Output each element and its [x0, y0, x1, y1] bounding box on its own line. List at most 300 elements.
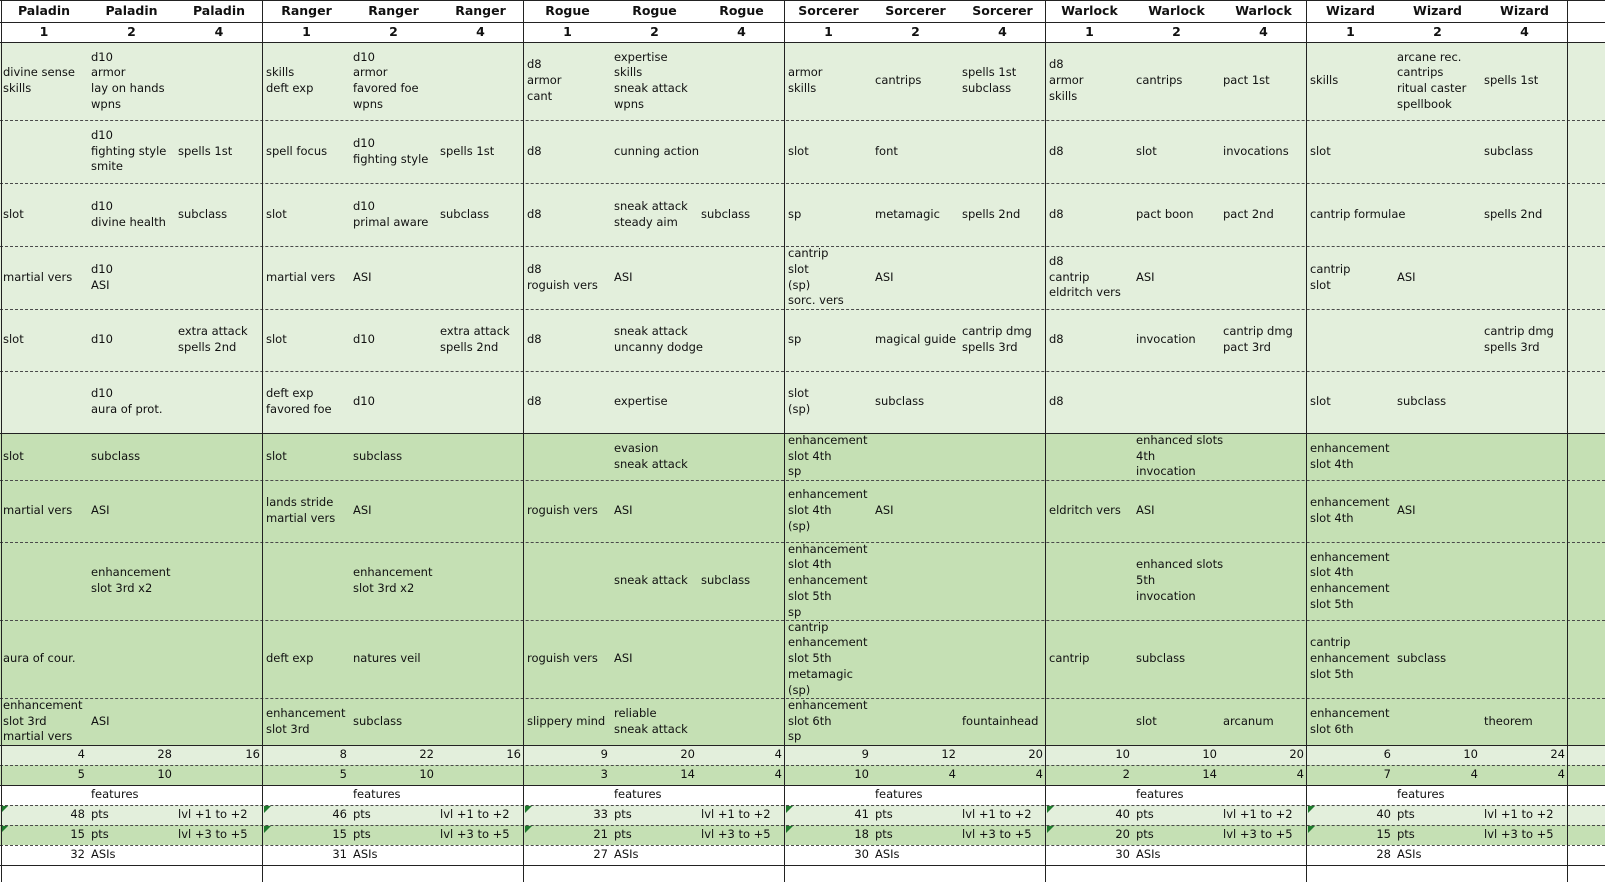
level-cell[interactable] [1481, 120, 1568, 183]
total-cell[interactable] [872, 745, 959, 765]
pts-value-rogue[interactable] [524, 825, 611, 845]
total-cell[interactable] [611, 765, 698, 785]
lvl-label[interactable] [698, 805, 785, 825]
level-cell[interactable] [175, 120, 263, 183]
level-cell[interactable] [1046, 371, 1133, 433]
asis-value-sorcerer[interactable] [785, 845, 872, 865]
level-cell[interactable] [1220, 309, 1307, 371]
level-cell[interactable] [88, 246, 175, 309]
level-cell[interactable] [611, 698, 698, 745]
total-cell[interactable] [88, 765, 175, 785]
header-option-sorcerer-1[interactable] [785, 22, 872, 42]
level-cell[interactable] [1220, 480, 1307, 542]
level-cell[interactable] [524, 433, 611, 480]
features-label-paladin[interactable] [88, 785, 263, 805]
lvl-label[interactable] [437, 805, 524, 825]
level-cell[interactable] [263, 42, 350, 120]
level-cell[interactable] [0, 480, 88, 542]
level-cell[interactable] [959, 371, 1046, 433]
level-cell[interactable] [88, 433, 175, 480]
total-cell[interactable] [1394, 745, 1481, 765]
level-cell[interactable] [698, 371, 785, 433]
level-cell[interactable] [263, 183, 350, 246]
lvl-label[interactable] [1481, 825, 1568, 845]
level-cell[interactable] [1220, 698, 1307, 745]
level-cell[interactable] [611, 620, 698, 698]
header-class-sorcerer[interactable] [959, 0, 1046, 22]
level-cell[interactable] [1307, 120, 1394, 183]
level-cell[interactable] [959, 309, 1046, 371]
level-cell[interactable] [350, 620, 437, 698]
total-cell[interactable] [1481, 765, 1568, 785]
level-cell[interactable] [1133, 42, 1220, 120]
level-cell[interactable] [175, 246, 263, 309]
level-cell[interactable] [1481, 698, 1568, 745]
level-cell[interactable] [1307, 183, 1406, 246]
level-cell[interactable] [1481, 542, 1568, 620]
level-cell[interactable] [88, 42, 175, 120]
total-cell[interactable] [785, 745, 872, 765]
level-cell[interactable] [698, 542, 785, 620]
level-cell[interactable] [0, 698, 88, 745]
level-cell[interactable] [1394, 183, 1481, 246]
features-label-ranger[interactable] [350, 785, 524, 805]
pts-value-sorcerer[interactable] [785, 825, 872, 845]
level-cell[interactable] [524, 183, 611, 246]
level-cell[interactable] [1481, 480, 1568, 542]
level-cell[interactable] [437, 542, 524, 620]
header-option-sorcerer-2[interactable] [872, 22, 959, 42]
level-cell[interactable] [959, 433, 1046, 480]
level-cell[interactable] [437, 433, 524, 480]
asis-label[interactable] [611, 845, 785, 865]
level-cell[interactable] [88, 542, 175, 620]
header-class-paladin[interactable] [175, 0, 263, 22]
total-cell[interactable] [263, 745, 350, 765]
pts-label[interactable] [872, 805, 959, 825]
level-cell[interactable] [1133, 542, 1224, 620]
level-cell[interactable] [0, 620, 88, 698]
level-cell[interactable] [1481, 371, 1568, 433]
total-cell[interactable] [1046, 745, 1133, 765]
header-option-ranger-1[interactable] [263, 22, 350, 42]
level-cell[interactable] [175, 42, 263, 120]
level-cell[interactable] [88, 620, 175, 698]
level-cell[interactable] [0, 542, 88, 620]
pts-label[interactable] [1133, 825, 1220, 845]
level-cell[interactable] [437, 120, 524, 183]
level-cell[interactable] [1220, 371, 1307, 433]
header-option-wizard-4[interactable] [1481, 22, 1568, 42]
level-cell[interactable] [1046, 698, 1133, 745]
header-option-paladin-1[interactable] [0, 22, 88, 42]
level-cell[interactable] [1220, 183, 1307, 246]
level-cell[interactable] [1133, 371, 1220, 433]
level-cell[interactable] [1481, 433, 1568, 480]
asis-label[interactable] [88, 845, 263, 865]
level-cell[interactable] [1220, 120, 1307, 183]
level-cell[interactable] [959, 246, 1046, 309]
total-cell[interactable] [1220, 765, 1307, 785]
header-option-rogue-2[interactable] [611, 22, 698, 42]
level-cell[interactable] [611, 42, 698, 120]
pts-value-wizard[interactable] [1307, 805, 1394, 825]
pts-label[interactable] [1394, 825, 1481, 845]
level-cell[interactable] [1046, 480, 1133, 542]
level-cell[interactable] [1394, 246, 1481, 309]
level-cell[interactable] [263, 620, 350, 698]
level-cell[interactable] [1046, 620, 1133, 698]
pts-value-warlock[interactable] [1046, 805, 1133, 825]
level-cell[interactable] [524, 542, 611, 620]
level-cell[interactable] [872, 433, 959, 480]
features-label-warlock[interactable] [1133, 785, 1307, 805]
level-cell[interactable] [1394, 42, 1481, 120]
level-cell[interactable] [350, 42, 437, 120]
pts-label[interactable] [350, 825, 437, 845]
level-cell[interactable] [785, 620, 872, 698]
level-cell[interactable] [0, 183, 88, 246]
total-cell[interactable] [1133, 765, 1220, 785]
level-cell[interactable] [88, 183, 175, 246]
level-cell[interactable] [1394, 120, 1481, 183]
level-cell[interactable] [785, 42, 872, 120]
level-cell[interactable] [959, 42, 1046, 120]
level-cell[interactable] [0, 246, 88, 309]
level-cell[interactable] [1046, 433, 1133, 480]
level-cell[interactable] [437, 183, 524, 246]
level-cell[interactable] [524, 246, 611, 309]
header-class-rogue[interactable] [524, 0, 611, 22]
level-cell[interactable] [175, 433, 263, 480]
level-cell[interactable] [698, 183, 785, 246]
asis-value-paladin[interactable] [0, 845, 88, 865]
level-cell[interactable] [524, 120, 611, 183]
level-cell[interactable] [1394, 480, 1481, 542]
pts-label[interactable] [611, 805, 698, 825]
level-cell[interactable] [1481, 183, 1568, 246]
pts-label[interactable] [1133, 805, 1220, 825]
level-cell[interactable] [175, 371, 263, 433]
level-cell[interactable] [175, 183, 263, 246]
total-cell[interactable] [698, 765, 785, 785]
level-cell[interactable] [1046, 309, 1133, 371]
level-cell[interactable] [959, 698, 1046, 745]
level-cell[interactable] [1133, 432, 1224, 480]
level-cell[interactable] [698, 433, 785, 480]
header-class-sorcerer[interactable] [785, 0, 872, 22]
features-label-wizard[interactable] [1394, 785, 1568, 805]
lvl-label[interactable] [1220, 805, 1307, 825]
pts-value-paladin[interactable] [0, 825, 88, 845]
level-cell[interactable] [88, 480, 175, 542]
total-cell[interactable] [785, 765, 872, 785]
level-cell[interactable] [785, 480, 872, 542]
header-option-ranger-4[interactable] [437, 22, 524, 42]
features-label-sorcerer[interactable] [872, 785, 1046, 805]
level-cell[interactable] [872, 371, 959, 433]
header-class-sorcerer[interactable] [872, 0, 959, 22]
level-cell[interactable] [263, 120, 350, 183]
header-class-warlock[interactable] [1133, 0, 1220, 22]
total-cell[interactable] [959, 745, 1046, 765]
level-cell[interactable] [1133, 183, 1220, 246]
total-cell[interactable] [1046, 765, 1133, 785]
asis-label[interactable] [1394, 845, 1568, 865]
level-cell[interactable] [611, 183, 698, 246]
level-cell[interactable] [1133, 620, 1220, 698]
level-cell[interactable] [1307, 542, 1394, 620]
level-cell[interactable] [1133, 698, 1220, 745]
header-class-rogue[interactable] [698, 0, 785, 22]
level-cell[interactable] [524, 620, 611, 698]
level-cell[interactable] [1394, 371, 1481, 433]
level-cell[interactable] [1394, 309, 1481, 371]
level-cell[interactable] [1133, 480, 1220, 542]
pts-value-ranger[interactable] [263, 805, 350, 825]
total-cell[interactable] [1133, 745, 1220, 765]
level-cell[interactable] [611, 309, 703, 371]
features-label-rogue[interactable] [611, 785, 785, 805]
total-cell[interactable] [1394, 765, 1481, 785]
level-cell[interactable] [263, 698, 350, 745]
level-cell[interactable] [1481, 309, 1568, 371]
level-cell[interactable] [350, 246, 437, 309]
pts-label[interactable] [872, 825, 959, 845]
total-cell[interactable] [0, 765, 88, 785]
level-cell[interactable] [1133, 120, 1220, 183]
level-cell[interactable] [175, 620, 263, 698]
level-cell[interactable] [437, 371, 524, 433]
header-option-warlock-1[interactable] [1046, 22, 1133, 42]
total-cell[interactable] [263, 765, 350, 785]
level-cell[interactable] [1133, 309, 1220, 371]
level-cell[interactable] [437, 480, 524, 542]
level-cell[interactable] [959, 183, 1046, 246]
level-cell[interactable] [524, 42, 611, 120]
level-cell[interactable] [88, 371, 175, 433]
level-cell[interactable] [1394, 542, 1481, 620]
pts-label[interactable] [88, 825, 175, 845]
header-class-warlock[interactable] [1046, 0, 1133, 22]
header-option-wizard-1[interactable] [1307, 22, 1394, 42]
total-cell[interactable] [350, 745, 437, 765]
asis-value-rogue[interactable] [524, 845, 611, 865]
level-cell[interactable] [1220, 246, 1307, 309]
lvl-label[interactable] [959, 805, 1046, 825]
pts-value-sorcerer[interactable] [785, 805, 872, 825]
level-cell[interactable] [611, 433, 698, 480]
level-cell[interactable] [1481, 620, 1568, 698]
lvl-label[interactable] [959, 825, 1046, 845]
level-cell[interactable] [611, 480, 698, 542]
total-cell[interactable] [0, 745, 88, 765]
total-cell[interactable] [872, 765, 959, 785]
level-cell[interactable] [959, 620, 1046, 698]
level-cell[interactable] [872, 42, 959, 120]
level-cell[interactable] [785, 183, 872, 246]
level-cell[interactable] [0, 309, 88, 371]
level-cell[interactable] [175, 698, 263, 745]
total-cell[interactable] [1220, 745, 1307, 765]
header-class-paladin[interactable] [88, 0, 175, 22]
level-cell[interactable] [1394, 620, 1481, 698]
level-cell[interactable] [88, 698, 175, 745]
header-class-ranger[interactable] [263, 0, 350, 22]
level-cell[interactable] [872, 620, 959, 698]
level-cell[interactable] [785, 433, 872, 480]
asis-label[interactable] [1133, 845, 1307, 865]
pts-label[interactable] [88, 805, 175, 825]
lvl-label[interactable] [175, 825, 263, 845]
asis-value-wizard[interactable] [1307, 845, 1394, 865]
level-cell[interactable] [350, 309, 437, 371]
level-cell[interactable] [959, 120, 1046, 183]
level-cell[interactable] [350, 120, 437, 183]
pts-value-rogue[interactable] [524, 805, 611, 825]
level-cell[interactable] [698, 309, 785, 371]
level-cell[interactable] [698, 246, 785, 309]
header-class-wizard[interactable] [1394, 0, 1481, 22]
level-cell[interactable] [263, 433, 350, 480]
total-cell[interactable] [698, 745, 785, 765]
level-cell[interactable] [263, 542, 350, 620]
level-cell[interactable] [1307, 433, 1394, 480]
level-cell[interactable] [872, 309, 959, 371]
level-cell[interactable] [1481, 42, 1568, 120]
total-cell[interactable] [611, 745, 698, 765]
level-cell[interactable] [698, 120, 785, 183]
level-cell[interactable] [350, 698, 437, 745]
level-cell[interactable] [1394, 698, 1481, 745]
level-cell[interactable] [785, 246, 872, 309]
pts-value-warlock[interactable] [1046, 825, 1133, 845]
asis-value-warlock[interactable] [1046, 845, 1133, 865]
level-cell[interactable] [959, 542, 1046, 620]
level-cell[interactable] [88, 120, 175, 183]
lvl-label[interactable] [1220, 825, 1307, 845]
level-cell[interactable] [350, 183, 437, 246]
level-cell[interactable] [437, 42, 524, 120]
level-cell[interactable] [611, 120, 698, 183]
level-cell[interactable] [524, 698, 611, 745]
level-cell[interactable] [0, 371, 88, 433]
total-cell[interactable] [350, 765, 437, 785]
level-cell[interactable] [611, 542, 698, 620]
level-cell[interactable] [872, 120, 959, 183]
level-cell[interactable] [785, 309, 872, 371]
level-cell[interactable] [88, 309, 175, 371]
level-cell[interactable] [785, 120, 872, 183]
level-cell[interactable] [1046, 183, 1133, 246]
asis-label[interactable] [872, 845, 1046, 865]
level-cell[interactable] [698, 42, 785, 120]
level-cell[interactable] [350, 542, 437, 620]
level-cell[interactable] [263, 371, 350, 433]
level-cell[interactable] [785, 698, 872, 745]
header-class-paladin[interactable] [0, 0, 88, 22]
level-cell[interactable] [1220, 433, 1307, 480]
level-cell[interactable] [611, 371, 698, 433]
level-cell[interactable] [1394, 433, 1481, 480]
level-cell[interactable] [0, 433, 88, 480]
level-cell[interactable] [959, 480, 1046, 542]
level-cell[interactable] [263, 309, 350, 371]
pts-value-ranger[interactable] [263, 825, 350, 845]
level-cell[interactable] [175, 309, 263, 371]
level-cell[interactable] [0, 42, 88, 120]
lvl-label[interactable] [698, 825, 785, 845]
pts-value-wizard[interactable] [1307, 825, 1394, 845]
level-cell[interactable] [1481, 246, 1568, 309]
level-cell[interactable] [1307, 309, 1394, 371]
level-cell[interactable] [263, 246, 350, 309]
header-class-wizard[interactable] [1481, 0, 1568, 22]
level-cell[interactable] [1307, 698, 1394, 745]
header-option-wizard-2[interactable] [1394, 22, 1481, 42]
total-cell[interactable] [524, 765, 611, 785]
level-cell[interactable] [1046, 120, 1133, 183]
level-cell[interactable] [1046, 246, 1133, 309]
level-cell[interactable] [872, 542, 959, 620]
total-cell[interactable] [88, 745, 175, 765]
pts-label[interactable] [1394, 805, 1481, 825]
total-cell[interactable] [959, 765, 1046, 785]
level-cell[interactable] [437, 620, 524, 698]
level-cell[interactable] [263, 480, 350, 542]
level-cell[interactable] [175, 480, 263, 542]
lvl-label[interactable] [437, 825, 524, 845]
level-cell[interactable] [1046, 542, 1133, 620]
header-class-warlock[interactable] [1220, 0, 1307, 22]
level-cell[interactable] [524, 480, 611, 542]
level-cell[interactable] [872, 246, 959, 309]
level-cell[interactable] [872, 480, 959, 542]
lvl-label[interactable] [1481, 805, 1568, 825]
level-cell[interactable] [1133, 246, 1220, 309]
level-cell[interactable] [611, 246, 698, 309]
level-cell[interactable] [524, 371, 611, 433]
total-cell[interactable] [437, 745, 524, 765]
pts-value-paladin[interactable] [0, 805, 88, 825]
lvl-label[interactable] [175, 805, 263, 825]
pts-label[interactable] [350, 805, 437, 825]
level-cell[interactable] [524, 309, 611, 371]
level-cell[interactable] [1046, 42, 1133, 120]
level-cell[interactable] [1307, 620, 1394, 698]
header-class-ranger[interactable] [437, 0, 524, 22]
level-cell[interactable] [698, 620, 785, 698]
level-cell[interactable] [1307, 480, 1394, 542]
level-cell[interactable] [175, 542, 263, 620]
level-cell[interactable] [0, 120, 88, 183]
header-class-rogue[interactable] [611, 0, 698, 22]
level-cell[interactable] [1220, 542, 1307, 620]
total-cell[interactable] [175, 745, 263, 765]
header-option-ranger-2[interactable] [350, 22, 437, 42]
header-option-rogue-4[interactable] [698, 22, 785, 42]
asis-value-ranger[interactable] [263, 845, 350, 865]
level-cell[interactable] [437, 246, 524, 309]
total-cell[interactable] [524, 745, 611, 765]
level-cell[interactable] [350, 433, 437, 480]
level-cell[interactable] [350, 480, 437, 542]
header-option-warlock-4[interactable] [1220, 22, 1307, 42]
header-option-sorcerer-4[interactable] [959, 22, 1046, 42]
header-option-rogue-1[interactable] [524, 22, 611, 42]
level-cell[interactable] [350, 371, 437, 433]
total-cell[interactable] [175, 765, 263, 785]
